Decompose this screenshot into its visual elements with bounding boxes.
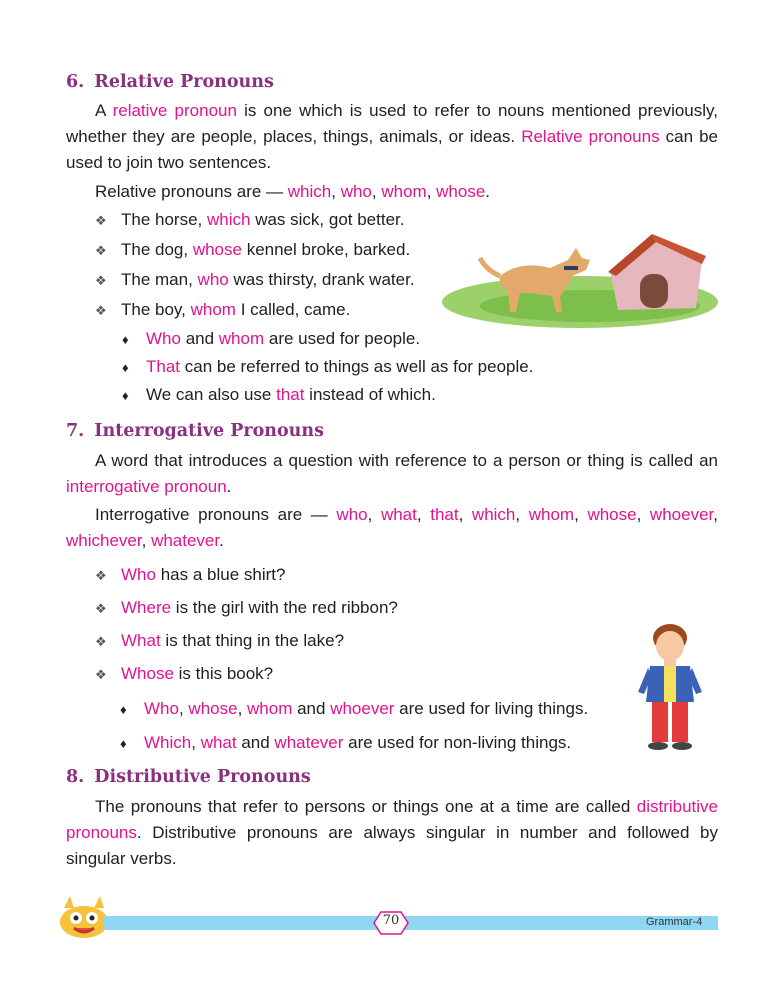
list-item: ❖ The boy, whom I called, came. bbox=[95, 298, 350, 323]
four-diamond-bullet-icon: ❖ bbox=[95, 213, 107, 228]
section-title: Interrogative Pronouns bbox=[94, 421, 324, 441]
highlighted-term: Relative pronouns bbox=[521, 127, 660, 146]
section-title: Relative Pronouns bbox=[94, 72, 274, 92]
list-item: ❖ What is that thing in the lake? bbox=[95, 629, 344, 654]
highlighted-term: whom bbox=[381, 182, 427, 201]
page-number: 70 bbox=[382, 913, 400, 928]
section-title: Distributive Pronouns bbox=[94, 767, 311, 787]
section-6-heading bbox=[66, 72, 274, 92]
highlighted-term: whom bbox=[247, 699, 293, 718]
highlighted-term: Which bbox=[144, 733, 192, 752]
list-item: ♦ We can also use that instead of which. bbox=[122, 383, 436, 408]
highlighted-term: whom bbox=[528, 505, 575, 524]
paragraph: The pronouns that refer to persons or things one at a time are called distributive pronouns. Distributive pronouns are always singular in number and followed by singular verbs. bbox=[66, 797, 718, 868]
highlighted-term: whom bbox=[218, 329, 265, 348]
highlighted-term: relative pronoun bbox=[112, 101, 237, 120]
highlighted-term: Who bbox=[144, 699, 179, 718]
highlighted-term: What bbox=[121, 631, 161, 650]
highlighted-term: Where bbox=[121, 598, 172, 617]
highlighted-term: whose bbox=[587, 505, 637, 524]
highlighted-term: what bbox=[200, 733, 237, 752]
list-item: ♦ Who, whose, whom and whoever are used for living things. bbox=[120, 697, 588, 722]
list-item: ❖ The horse, which was sick, got better. bbox=[95, 208, 404, 233]
section-number: 8. bbox=[66, 767, 85, 787]
list-item: ♦ That can be referred to things as well as for people. bbox=[122, 355, 533, 380]
highlighted-term: Whose bbox=[121, 664, 174, 683]
highlighted-term: whose bbox=[192, 240, 242, 259]
highlighted-term: which bbox=[207, 210, 251, 229]
diamond-bullet-icon: ♦ bbox=[122, 332, 129, 347]
highlighted-term: whichever bbox=[66, 531, 142, 550]
four-diamond-bullet-icon: ❖ bbox=[95, 303, 107, 318]
highlighted-term: whoever bbox=[649, 505, 714, 524]
footer-bar bbox=[104, 916, 718, 930]
highlighted-term: That bbox=[146, 357, 181, 376]
section-8-heading bbox=[66, 767, 311, 787]
four-diamond-bullet-icon: ❖ bbox=[95, 667, 107, 682]
highlighted-term: who bbox=[340, 182, 372, 201]
four-diamond-bullet-icon: ❖ bbox=[95, 243, 107, 258]
highlighted-term: that bbox=[430, 505, 459, 524]
highlighted-term: Who bbox=[121, 565, 156, 584]
highlighted-term: that bbox=[276, 385, 305, 404]
list-item: ♦ Who and whom are used for people. bbox=[122, 327, 420, 352]
diamond-bullet-icon: ♦ bbox=[120, 702, 127, 717]
paragraph: A word that introduces a question with reference to a person or thing is called an interrogative pronoun. bbox=[66, 451, 718, 496]
highlighted-term: who bbox=[197, 270, 229, 289]
list-item: ❖ The dog, whose kennel broke, barked. bbox=[95, 238, 410, 263]
list-item: ❖ Who has a blue shirt? bbox=[95, 563, 285, 588]
four-diamond-bullet-icon: ❖ bbox=[95, 273, 107, 288]
paragraph: A relative pronoun is one which is used to refer to nouns mentioned previously, whether they are people, places, things, animals, or ideas. Relative pronouns can be used to join two sentences. bbox=[66, 101, 719, 172]
highlighted-term: whatever bbox=[274, 733, 344, 752]
paragraph: Relative pronouns are — which, who, whom, whose. bbox=[95, 182, 491, 201]
highlighted-term: who bbox=[336, 505, 368, 524]
highlighted-term: interrogative pronoun bbox=[66, 477, 227, 496]
list-item: ❖ Whose is this book? bbox=[95, 662, 273, 687]
highlighted-term: whose bbox=[436, 182, 486, 201]
highlighted-term: whose bbox=[188, 699, 238, 718]
section-number: 6. bbox=[66, 72, 85, 92]
four-diamond-bullet-icon: ❖ bbox=[95, 568, 107, 583]
boy-illustration bbox=[630, 620, 710, 752]
highlighted-term: whatever bbox=[151, 531, 220, 550]
four-diamond-bullet-icon: ❖ bbox=[95, 601, 107, 616]
highlighted-term: which bbox=[287, 182, 332, 201]
list-item: ❖ The man, who was thirsty, drank water. bbox=[95, 268, 415, 293]
four-diamond-bullet-icon: ❖ bbox=[95, 634, 107, 649]
list-item: ❖ Where is the girl with the red ribbon? bbox=[95, 596, 398, 621]
highlighted-term: distributive pronouns bbox=[66, 797, 718, 842]
section-number: 7. bbox=[66, 421, 85, 441]
paragraph: Interrogative pronouns are — who, what, that, which, whom, whose, whoever, whichever, whatever. bbox=[66, 505, 718, 550]
section-7-heading bbox=[66, 421, 324, 441]
highlighted-term: whom bbox=[190, 300, 236, 319]
highlighted-term: Who bbox=[146, 329, 181, 348]
diamond-bullet-icon: ♦ bbox=[122, 360, 129, 375]
highlighted-term: whoever bbox=[330, 699, 395, 718]
highlighted-term: what bbox=[380, 505, 417, 524]
highlighted-term: which bbox=[471, 505, 516, 524]
list-item: ♦ Which, what and whatever are used for non-living things. bbox=[120, 731, 571, 756]
dog-and-kennel-illustration bbox=[440, 230, 722, 330]
diamond-bullet-icon: ♦ bbox=[120, 736, 127, 751]
diamond-bullet-icon: ♦ bbox=[122, 388, 129, 403]
book-label: Grammar-4 bbox=[646, 916, 703, 928]
